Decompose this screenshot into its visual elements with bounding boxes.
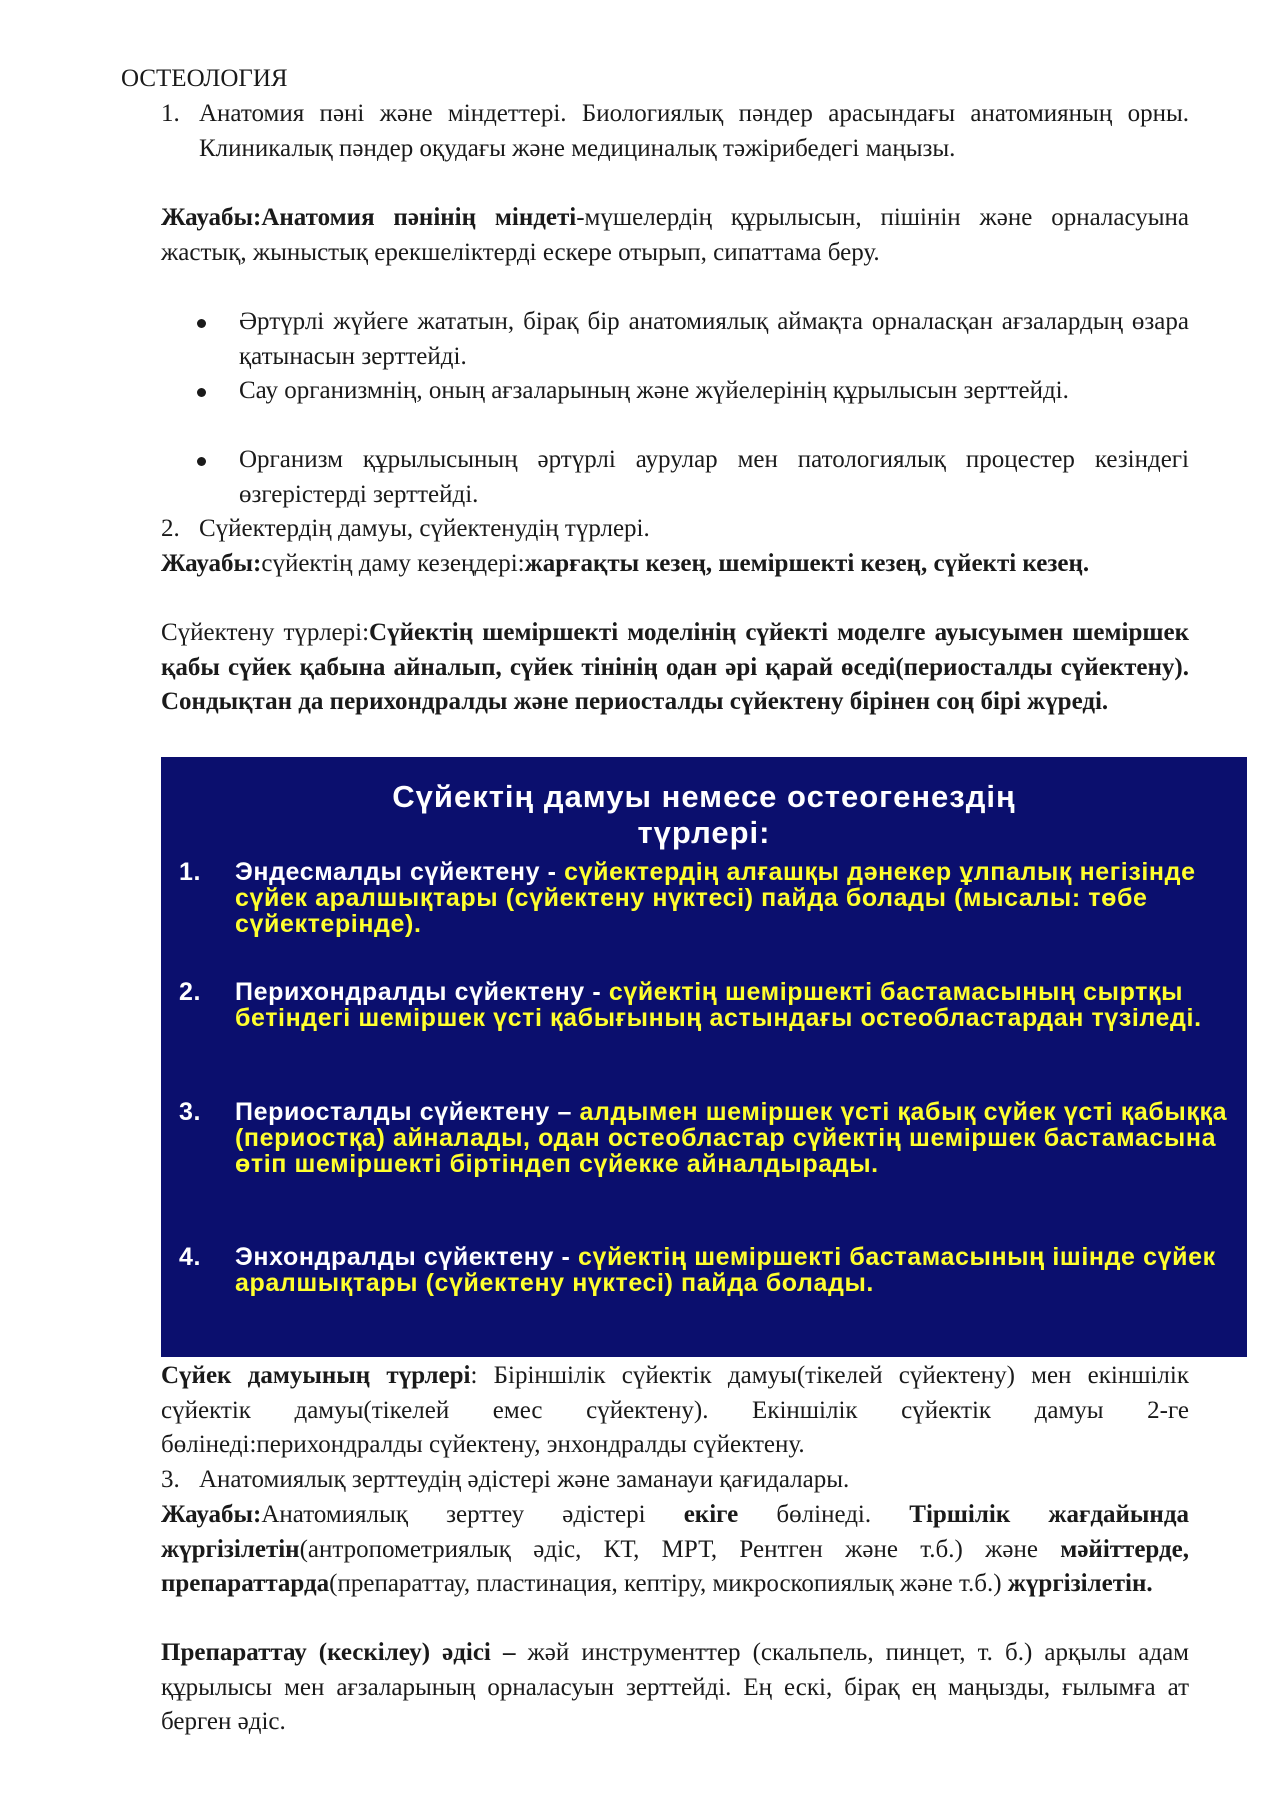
answer-bold: екіге (683, 1501, 739, 1528)
slide-title-line: Сүйектің дамуы немесе остеогенездің (392, 779, 1016, 814)
slide-item-term: Перихондралды сүйектену - (235, 978, 609, 1006)
bullet-text: Әртүрлі жүйеге жататын, бірақ бір анатомиялық аймақта орналасқан ағзалардың өзара қатынасын зерттейді. (239, 308, 1189, 370)
ossification-types-text: Сүйектің шеміршекті моделінің сүйекті моделге ауысуымен шеміршек қабы сүйек қабына айналып, сүйек тінінің одан әрі қарай өседі(периосталды сүйектену). Сондықтан да перихондралды және периосталды сүйектену бірінен соң бірі жүреді. (161, 619, 1189, 715)
answer-3 (161, 1498, 1189, 1602)
slide-item-desc: сүйектің шеміршекті бастамасының ішінде сүйек аралшықтары (сүйектену нүктесі) пайда болады. (235, 1243, 1216, 1297)
osteogenesis-slide (161, 757, 1247, 1357)
slide-item-desc: сүйектердің алғашқы дәнекер ұлпалық негізінде сүйек аралшықтары (сүйектену нүктесі) пайда болады (мысалы: төбе сүйектерінде). (235, 858, 1196, 938)
slide-item-desc: сүйектің шеміршекті бастамасының сыртқы бетіндегі шеміршек үсті қабығының астындағы остеобластардан түзіледі. (235, 978, 1202, 1032)
preparation-method-label: Препараттау (кескілеу) әдісі – (161, 1639, 516, 1666)
bullet-icon (197, 319, 206, 328)
preparation-method-text: жәй инструменттер (скальпель, пинцет, т. б.) арқылы адам құрылысы мен ағзаларының орналасуын зерттейді. Ең ескі, бірақ ең маңызды, ғылымға ат берген әдіс. (161, 1639, 1189, 1735)
question-number: 2. (161, 515, 180, 542)
bullet-text: Сау организмнің, оның ағзаларының және жүйелерінің құрылысын зерттейді. (239, 377, 1069, 404)
question-text: Сүйектердің дамуы, сүйектенудің түрлері. (199, 515, 650, 542)
answer-bold: жүргізілетін. (1007, 1570, 1153, 1597)
slide-item-term: Эндесмалды сүйектену - (235, 858, 565, 886)
answer-text: (антропометриялық әдіс, КТ, МРТ, Рентген және т.б.) және (299, 1535, 1061, 1563)
slide-item-number: 3. (179, 1098, 202, 1126)
question-text: Анатомиялық зерттеудің әдістері және заманауи қағидалары. (199, 1466, 850, 1493)
answer-text: сүйектің даму кезеңдері: (261, 550, 525, 577)
slide-title-line: түрлері: (637, 815, 771, 850)
answer-2 (161, 547, 1189, 582)
ossification-types-paragraph (161, 616, 1189, 720)
answer-text: (препараттау, пластинация, кептіру, микроскопиялық және т.б.) (329, 1570, 1008, 1597)
answer-1 (161, 201, 1189, 270)
answer-text: бөлінеді. (738, 1501, 910, 1528)
question-number: 1. (161, 100, 180, 127)
slide-item-term: Энхондралды сүйектену - (235, 1243, 578, 1271)
bullet-text: Организм құрылысының әртүрлі аурулар мен патологиялық процестер кезіндегі өзгерістерді зерттейді. (239, 446, 1189, 508)
answer-bold: Анатомия пәнінің міндеті (261, 204, 577, 231)
question-text: Анатомия пәні және міндеттері. Биологиялық пәндер арасындағы анатомияның орны. Клиникалық пәндер оқудағы және медициналық тәжірибедегі маңызы. (199, 100, 1189, 162)
preparation-method-paragraph (161, 1636, 1189, 1740)
answer-label: Жауабы: (161, 550, 262, 577)
bullet-icon (197, 388, 206, 397)
bone-development-label: Сүйек дамуының түрлері (161, 1362, 471, 1389)
answer-label: Жауабы: (161, 204, 262, 231)
answer-text: Анатомиялық зерттеу әдістері (261, 1501, 684, 1528)
bullet-icon (197, 457, 206, 466)
answer-bold: мәйіттерде, препараттарда (161, 1535, 1189, 1597)
slide-item-desc: алдымен шеміршек үсті қабық сүйек үсті қабыққа (периостқа) айналады, одан остеобластар сүйектің шеміршек бастамасына өтіп шеміршекті біртіндеп сүйекке айналдырады. (235, 1098, 1228, 1178)
question-number: 3. (161, 1466, 180, 1493)
bone-development-types-paragraph (161, 1359, 1189, 1463)
slide-item-number: 2. (179, 978, 202, 1006)
answer-bold: жарғақты кезең, шеміршекті кезең, сүйекті кезең. (524, 550, 1090, 577)
answer-bold: Тіршілік жағдайында жүргізілетін (161, 1501, 1189, 1563)
ossification-types-label: Сүйектену түрлері: (161, 619, 370, 646)
slide-title (161, 779, 1247, 851)
document-title: ОСТЕОЛОГИЯ (121, 65, 288, 92)
answer-label: Жауабы: (161, 1501, 262, 1528)
bone-development-text: : Біріншілік сүйектік дамуы(тікелей сүйектену) мен екіншілік сүйектік дамуы(тікелей емес сүйектену). Екіншілік сүйектік дамуы 2-ге бөлінеді:перихондралды сүйектену, энхондралды сүйектену. (161, 1362, 1189, 1458)
answer-text: -мүшелердің құрылысын, пішінін және орналасуына жастық, жыныстық ерекшеліктерді ескере отырып, сипаттама беру. (161, 204, 1189, 266)
slide-item-number: 4. (179, 1243, 202, 1271)
slide-item-number: 1. (179, 858, 202, 886)
slide-item-term: Периосталды сүйектену – (235, 1098, 580, 1126)
